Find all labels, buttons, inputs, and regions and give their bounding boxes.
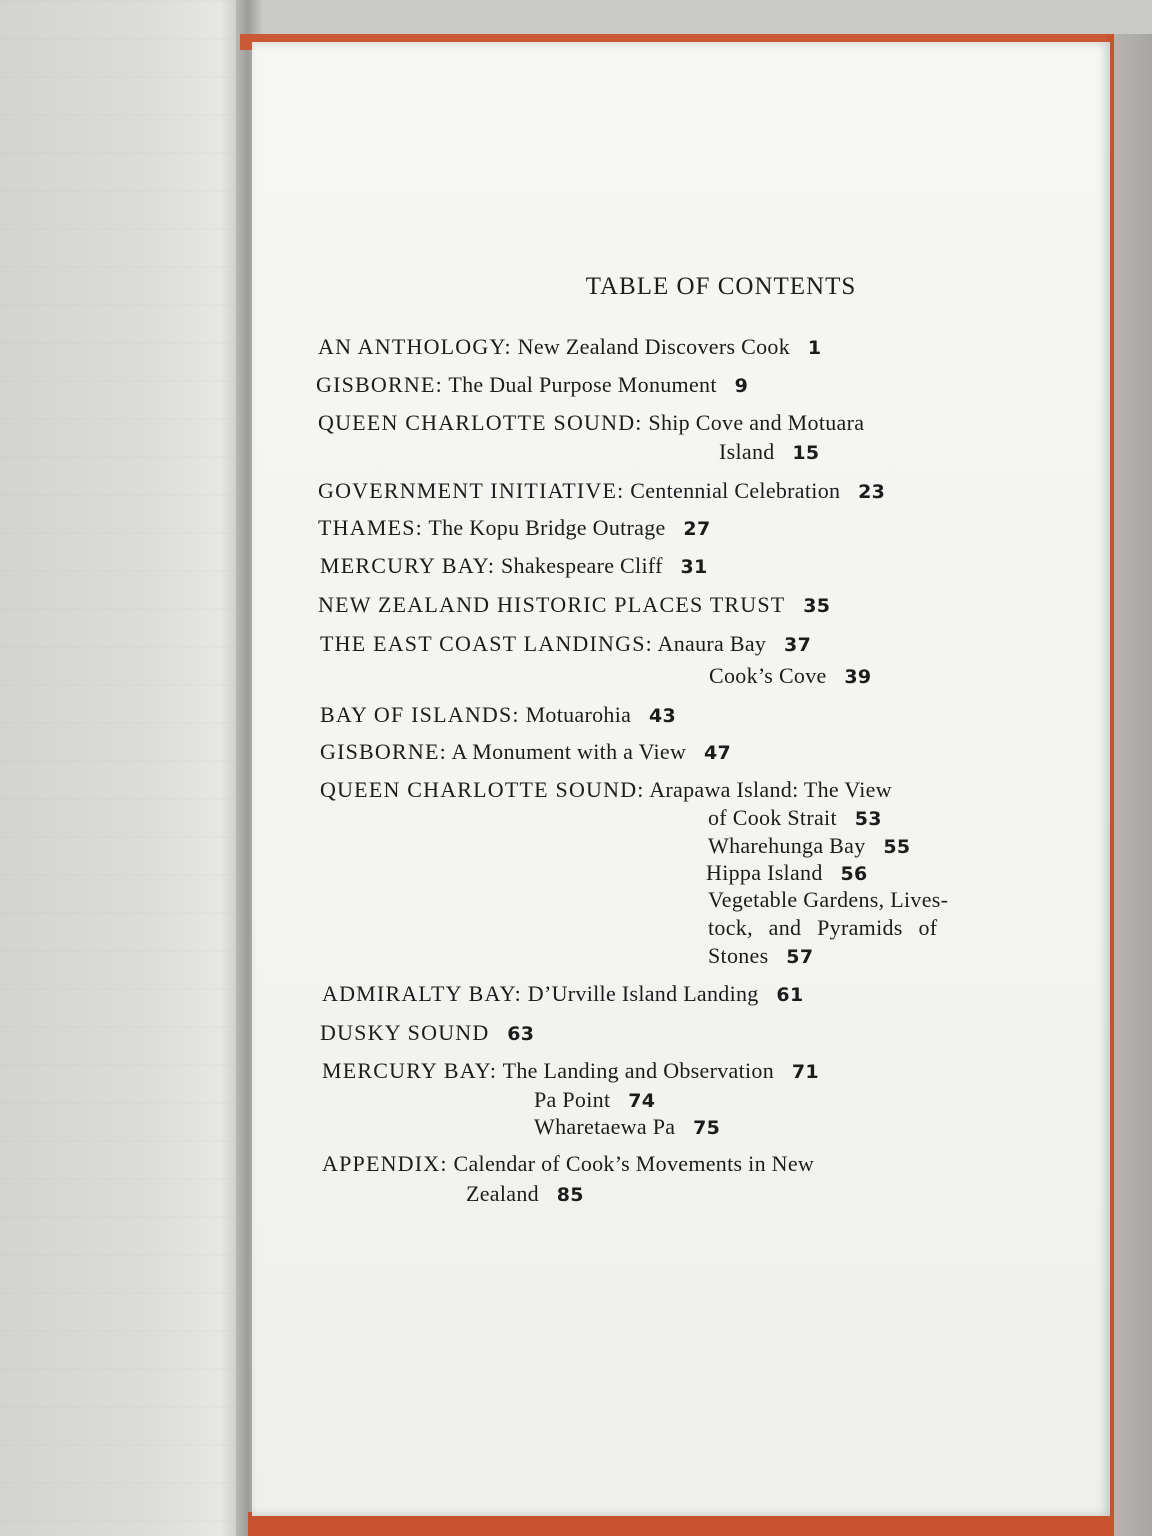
background-surface — [1108, 34, 1152, 1536]
toc-subtitle: Island — [719, 439, 775, 464]
toc-subtitle: Ship Cove and Motuara — [648, 410, 865, 435]
toc-entry-appendix — [322, 1151, 814, 1177]
toc-page-number: 53 — [854, 808, 882, 830]
toc-subtitle: The Landing and Observation — [502, 1058, 775, 1083]
toc-page-number: 55 — [883, 836, 911, 858]
toc-subtitle: Calendar of Cook’s Movements in New — [453, 1151, 815, 1176]
toc-page-number: 27 — [683, 518, 711, 540]
toc-entry-mercury-bay-landing — [322, 1058, 819, 1084]
toc-entry-continuation — [709, 663, 871, 689]
left-facing-page — [0, 0, 250, 1536]
toc-page-number: 39 — [844, 666, 872, 688]
contents-page — [252, 42, 1110, 1516]
toc-entry-queen-charlotte-sound-2 — [320, 777, 892, 803]
toc-page-number: 61 — [776, 984, 804, 1006]
toc-entry-continuation — [719, 439, 819, 465]
toc-page-number: 43 — [649, 705, 677, 727]
toc-entry-mercury-bay — [320, 553, 708, 579]
toc-page-number: 57 — [786, 946, 814, 968]
toc-subtitle: The Dual Purpose Monument — [448, 372, 717, 397]
toc-entry-east-coast-landings — [320, 631, 811, 657]
toc-subtitle: Pa Point — [534, 1087, 611, 1112]
toc-subtitle: tock, and Pyramids of — [708, 915, 938, 940]
toc-entry-gisborne — [316, 372, 748, 398]
toc-entry-anthology — [318, 334, 821, 360]
toc-section: ADMIRALTY BAY: — [322, 981, 522, 1006]
toc-section: QUEEN CHARLOTTE SOUND: — [320, 777, 645, 802]
toc-page-number: 63 — [507, 1023, 535, 1045]
toc-page-number: 47 — [703, 742, 732, 764]
toc-sub-item — [708, 915, 937, 941]
toc-sub-item — [708, 887, 948, 913]
toc-subtitle: Anaura Bay — [657, 631, 767, 656]
toc-subtitle: New Zealand Discovers Cook — [517, 334, 791, 359]
toc-entry-dusky-sound — [320, 1020, 534, 1046]
toc-section: BAY OF ISLANDS: — [320, 702, 520, 727]
toc-entry-gisborne-view — [320, 739, 731, 765]
toc-section: QUEEN CHARLOTTE SOUND: — [318, 410, 643, 435]
toc-section: APPENDIX: — [322, 1151, 448, 1176]
toc-subtitle: of Cook Strait — [708, 805, 837, 830]
toc-subtitle: Hippa Island — [706, 860, 823, 885]
toc-subtitle: The Kopu Bridge Outrage — [428, 515, 666, 540]
toc-page-number: 9 — [734, 375, 749, 397]
toc-entry-continuation — [466, 1181, 584, 1207]
toc-sub-item — [708, 833, 910, 859]
page-title: TABLE OF CONTENTS — [585, 273, 857, 300]
toc-entry-queen-charlotte-sound — [318, 410, 864, 436]
toc-subtitle: Centennial Celebration — [630, 478, 841, 503]
toc-subtitle: Motuarohia — [525, 702, 632, 727]
toc-section: THAMES: — [318, 515, 423, 540]
toc-entry-admiralty-bay — [322, 981, 803, 1007]
toc-page-number: 31 — [680, 556, 708, 578]
toc-page-number: 1 — [807, 337, 822, 359]
toc-sub-item — [534, 1087, 655, 1113]
toc-section: GOVERNMENT INITIATIVE: — [318, 478, 625, 503]
toc-page-number: 85 — [556, 1184, 584, 1206]
toc-subtitle: Cook’s Cove — [709, 663, 827, 688]
toc-page-number: 15 — [792, 442, 820, 464]
toc-page-number: 75 — [693, 1117, 721, 1139]
toc-page-number: 56 — [840, 863, 868, 885]
toc-subtitle: Shakespeare Cliff — [501, 553, 663, 578]
toc-sub-item — [706, 860, 868, 886]
toc-section: AN ANTHOLOGY: — [318, 334, 512, 359]
toc-subtitle: D’Urville Island Landing — [527, 981, 759, 1006]
toc-entry-thames — [318, 515, 710, 541]
toc-subtitle: Stones — [708, 943, 769, 968]
toc-subtitle: Arapawa Island: The View — [649, 777, 892, 802]
toc-section: MERCURY BAY: — [322, 1058, 498, 1083]
toc-subtitle: Wharetaewa Pa — [534, 1114, 676, 1139]
toc-section: DUSKY SOUND — [320, 1020, 490, 1045]
toc-entry-continuation — [708, 805, 882, 831]
toc-page-number: 74 — [628, 1090, 656, 1112]
toc-section: THE EAST COAST LANDINGS: — [320, 631, 653, 656]
toc-section: GISBORNE: — [316, 372, 443, 397]
show-through-text — [0, 0, 250, 1536]
toc-subtitle: Wharehunga Bay — [708, 833, 866, 858]
toc-entry-government-initiative — [318, 478, 885, 504]
toc-page-number: 37 — [784, 634, 812, 656]
toc-page-number: 35 — [803, 595, 831, 617]
toc-subtitle: A Monument with a View — [451, 739, 687, 764]
toc-subtitle: Vegetable Gardens, Lives- — [708, 887, 949, 912]
toc-section: NEW ZEALAND HISTORIC PLACES TRUST — [318, 592, 786, 617]
toc-sub-item — [534, 1114, 720, 1140]
toc-section: GISBORNE: — [320, 739, 447, 764]
toc-page-number: 23 — [858, 481, 886, 503]
toc-subtitle: Zealand — [466, 1181, 539, 1206]
toc-entry-bay-of-islands — [320, 702, 676, 728]
toc-section: MERCURY BAY: — [320, 553, 496, 578]
toc-sub-item — [708, 943, 813, 969]
toc-entry-historic-places-trust — [318, 592, 830, 618]
toc-page-number: 71 — [791, 1061, 819, 1083]
